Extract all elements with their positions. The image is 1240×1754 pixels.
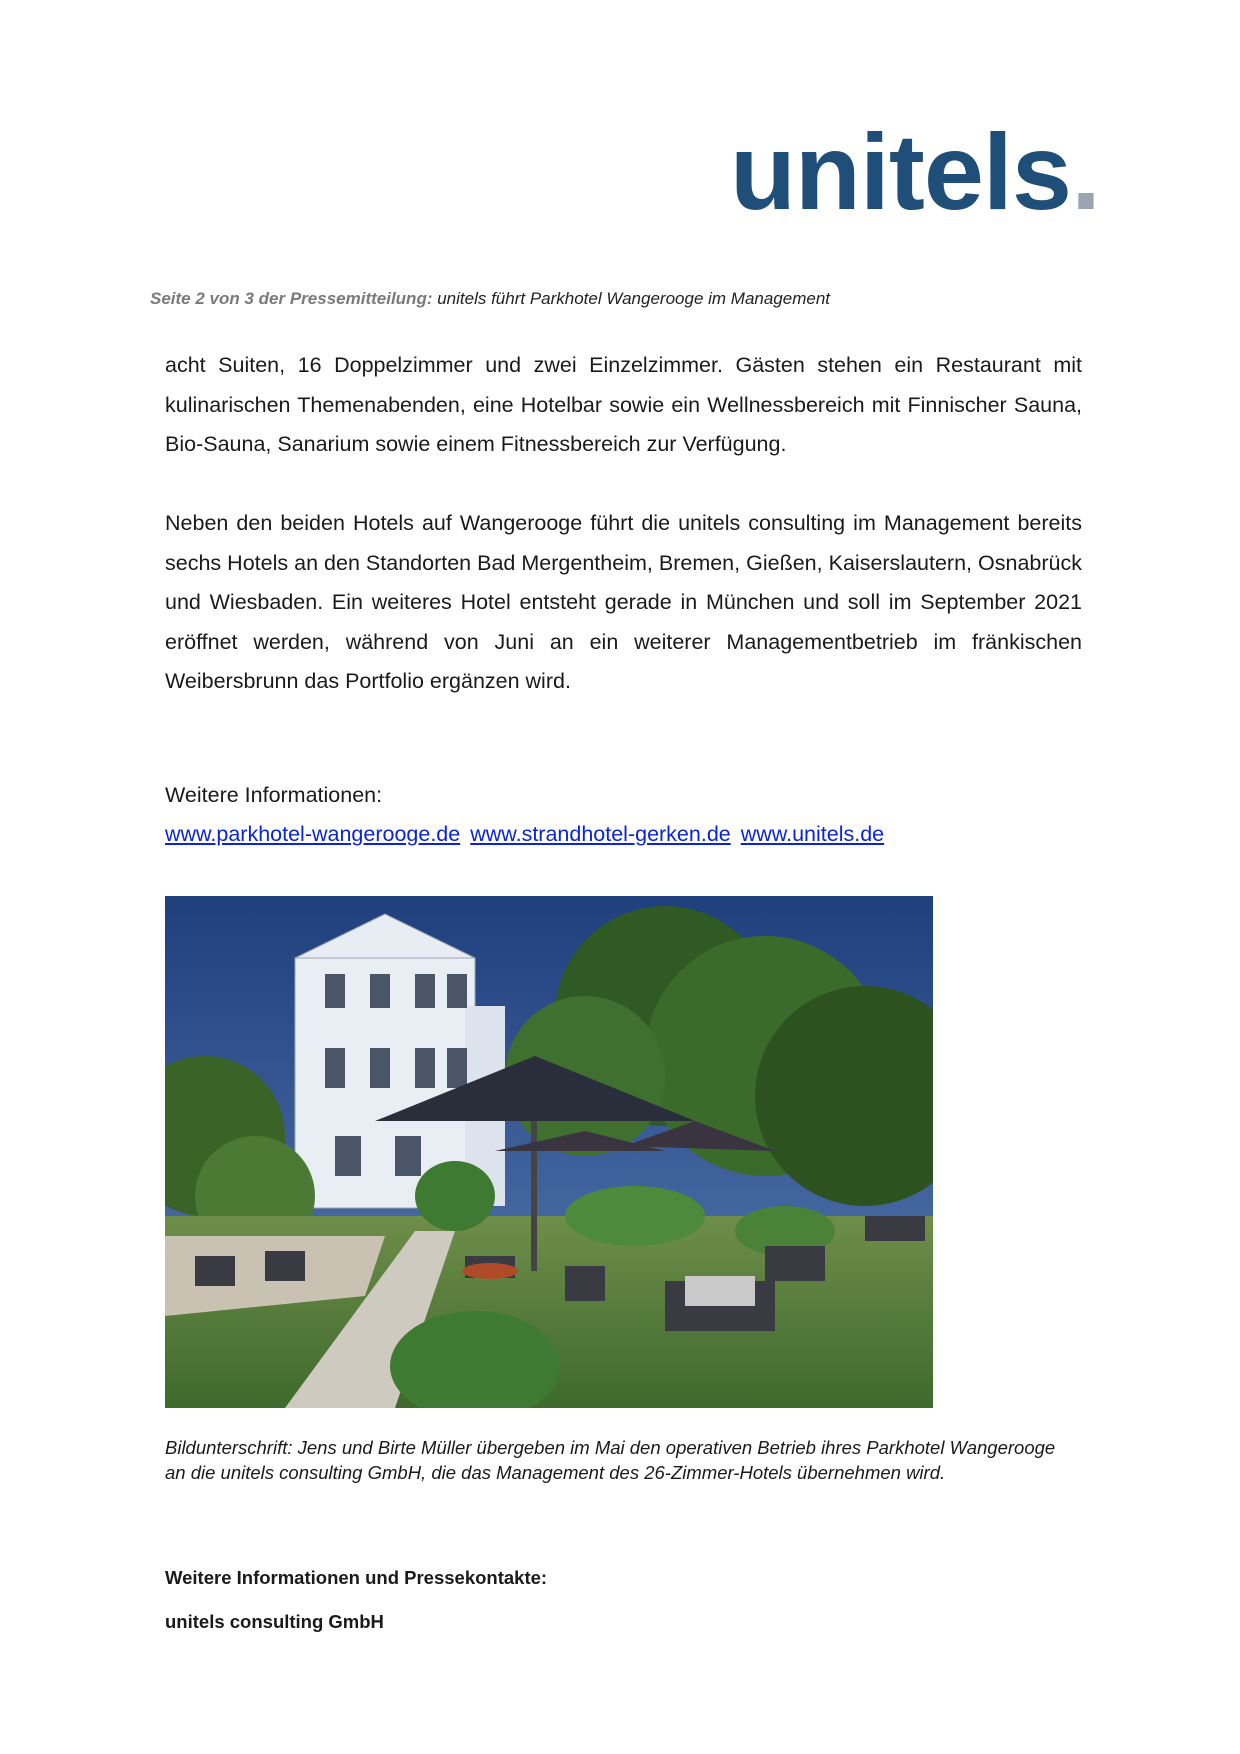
link-strandhotel[interactable]: www.strandhotel-gerken.de [470, 822, 731, 846]
hotel-garden-photo [165, 896, 933, 1408]
paragraph-1: acht Suiten, 16 Doppelzimmer und zwei Einzelzimmer. Gästen stehen ein Restaurant mit kulinarischen Themenabenden, eine Hotelbar sowie ein Wellnessbereich mit Finnischer Sauna, Bio-Sauna, Sanarium sowie einem Fitnessbereich zur Verfügung. [165, 353, 1082, 456]
link-unitels[interactable]: www.unitels.de [740, 822, 885, 846]
unitels-logo: unitels. [729, 111, 1100, 232]
header-subject: unitels führt Parkhotel Wangerooge im Management [437, 289, 831, 308]
contacts-heading: Weitere Informationen und Pressekontakte: [165, 1567, 548, 1588]
photo-caption: Bildunterschrift: Jens und Birte Müller übergeben im Mai den operativen Betrieb ihres Parkhotel Wangerooge an die unitels consulting GmbH, die das Management des 26-Zimmer-Hotels übernehmen wird. [165, 1437, 1056, 1483]
more-info-label: Weitere Informationen: [165, 783, 383, 807]
link-parkhotel[interactable]: www.parkhotel-wangerooge.de [165, 822, 461, 846]
link-list [165, 822, 888, 847]
paragraph-2: Neben den beiden Hotels auf Wangerooge führt die unitels consulting im Management bereits sechs Hotels an den Standorten Bad Mergentheim, Bremen, Gießen, Kaiserslautern, Osnabrück und Wiesbaden. Ein weiteres Hotel entsteht gerade in München und soll im September 2021 eröffnet werden, während von Juni an ein weiterer Managementbetrieb im fränkischen Weibersbrunn das Portfolio ergänzen wird. [165, 511, 1082, 693]
page-header [150, 289, 1110, 309]
company-name: unitels consulting GmbH [165, 1611, 384, 1632]
header-prefix: Seite 2 von 3 der Pressemitteilung: [150, 289, 433, 308]
